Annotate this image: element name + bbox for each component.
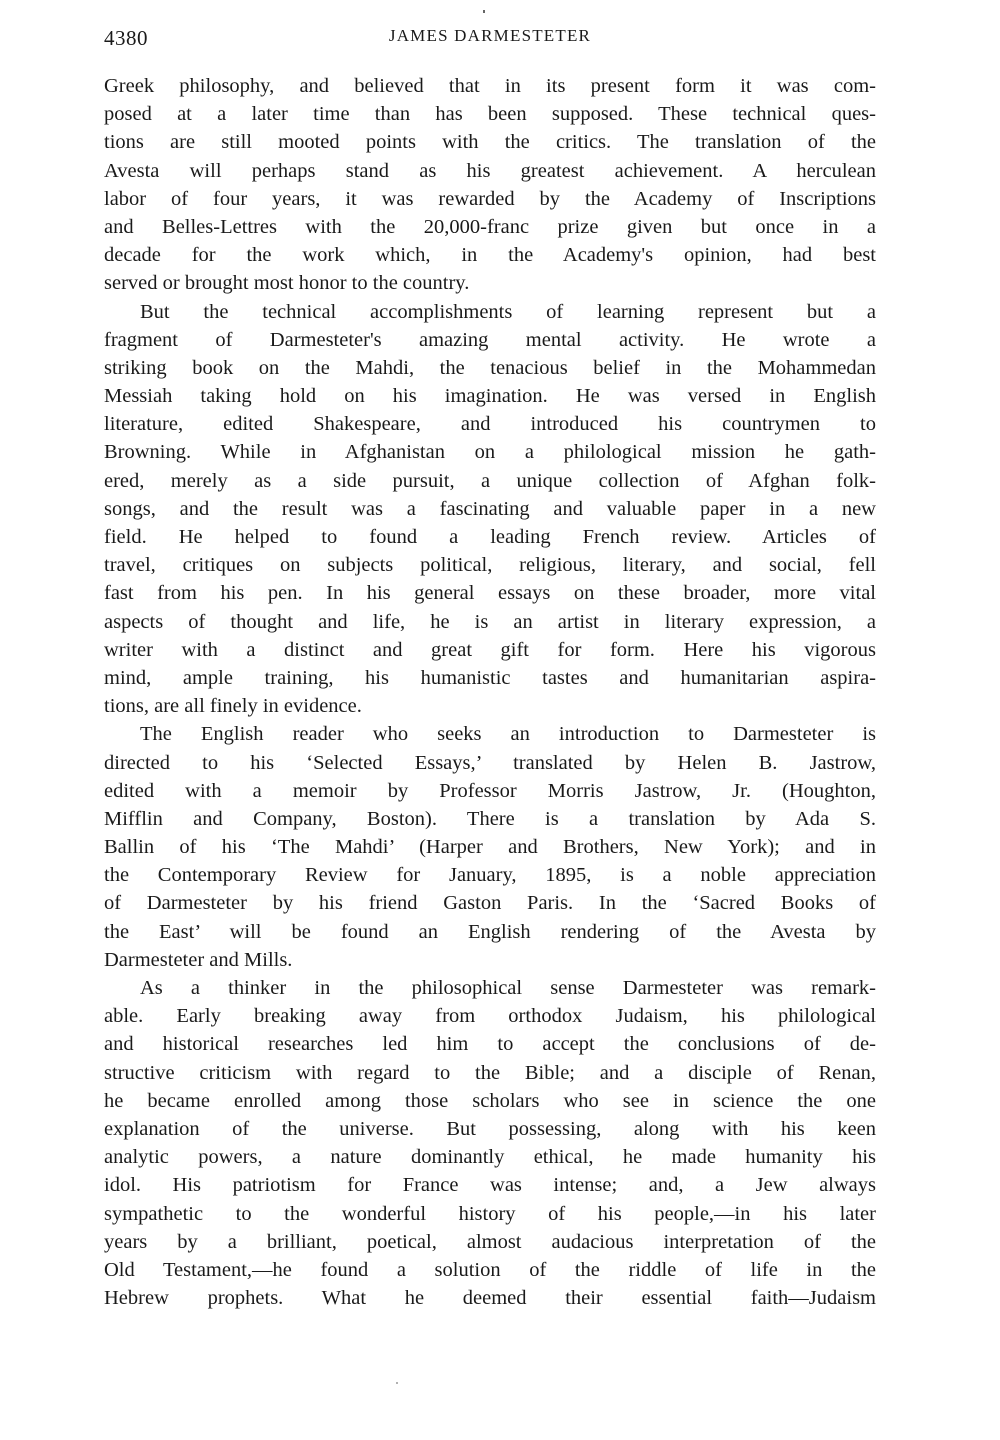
text-line: structive criticism with regard to the Bible; and a disciple of Renan,: [104, 1061, 876, 1084]
text-line: The English reader who seeks an introduction to Darmesteter is: [140, 723, 876, 746]
text-line: Old Testament,—he found a solution of the riddle of life in the: [104, 1258, 876, 1281]
text-line: Mifflin and Company, Boston). There is a translation by Ada S.: [104, 807, 876, 830]
text-line: posed at a later time than has been supposed. These technical ques-: [104, 103, 876, 126]
scan-mark: [396, 1382, 398, 1384]
text-line: writer with a distinct and great gift for form. Here his vigorous: [104, 638, 876, 661]
running-title: JAMES DARMESTETER: [388, 26, 592, 45]
text-line: songs, and the result was a fascinating and valuable paper in a new: [104, 497, 876, 520]
text-line: directed to his ‘Selected Essays,’ translated by Helen B. Jastrow,: [104, 751, 876, 774]
scan-mark: [483, 10, 485, 13]
text-line: ered, merely as a side pursuit, a unique collection of Afghan folk-: [104, 469, 876, 492]
text-line: striking book on the Mahdi, the tenacious belief in the Mohammedan: [104, 356, 876, 379]
page-number: 4380: [104, 26, 148, 50]
paragraph: [104, 720, 876, 974]
text-line: fast from his pen. In his general essays on these broader, more vital: [104, 582, 876, 605]
text-line: travel, critiques on subjects political, religious, literary, and social, fell: [104, 554, 876, 577]
text-line: able. Early breaking away from orthodox Judaism, his philological: [104, 1005, 876, 1028]
text-line: Ballin of his ‘The Mahdi’ (Harper and Brothers, New York); and in: [104, 836, 876, 859]
text-line: labor of four years, it was rewarded by the Academy of Inscriptions: [104, 187, 876, 210]
text-line: field. He helped to found a leading French review. Articles of: [104, 526, 876, 548]
text-line: aspects of thought and life, he is an artist in literary expression, a: [104, 610, 876, 633]
paragraph: [104, 974, 876, 1312]
text-line: Hebrew prophets. What he deemed their essential faith—Judaism: [104, 1287, 876, 1310]
text-line: analytic powers, a nature dominantly ethical, he made humanity his: [104, 1146, 876, 1169]
text-line: he became enrolled among those scholars who see in science the one: [104, 1089, 876, 1112]
paragraph: [104, 298, 876, 721]
text-line: tions, are all finely in evidence.: [104, 695, 362, 718]
text-line: Avesta will perhaps stand as his greatest achievement. A herculean: [104, 159, 876, 182]
paragraph: [104, 72, 876, 298]
text-line: explanation of the universe. But possessing, along with his keen: [104, 1117, 876, 1140]
text-line: years by a brilliant, poetical, almost audacious interpretation of the: [104, 1230, 876, 1253]
text-line: mind, ample training, his humanistic tastes and humanitarian aspira-: [104, 666, 876, 689]
text-line: As a thinker in the philosophical sense Darmesteter was remark-: [140, 977, 876, 999]
text-line: Messiah taking hold on his imagination. He was versed in English: [104, 385, 876, 408]
text-line: But the technical accomplishments of learning represent but a: [140, 300, 876, 323]
text-line: literature, edited Shakespeare, and introduced his countrymen to: [104, 413, 876, 436]
text-line: of Darmesteter by his friend Gaston Paris. In the ‘Sacred Books of: [104, 892, 876, 915]
text-line: the East’ will be found an English rendering of the Avesta by: [104, 920, 876, 943]
text-line: Darmesteter and Mills.: [104, 948, 293, 971]
text-line: Greek philosophy, and believed that in its present form it was com-: [104, 75, 876, 97]
text-line: sympathetic to the wonderful history of his people,—in his later: [104, 1202, 876, 1225]
text-line: edited with a memoir by Professor Morris Jastrow, Jr. (Houghton,: [104, 779, 876, 802]
text-line: fragment of Darmesteter's amazing mental activity. He wrote a: [104, 328, 876, 351]
body-text: [104, 72, 876, 1312]
text-line: tions are still mooted points with the critics. The translation of the: [104, 131, 876, 154]
text-line: decade for the work which, in the Academy's opinion, had best: [104, 244, 876, 267]
text-line: the Contemporary Review for January, 1895, is a noble appreciation: [104, 864, 876, 887]
text-line: and Belles-Lettres with the 20,000-franc prize given but once in a: [104, 215, 876, 238]
text-line: and historical researches led him to accept the conclusions of de-: [104, 1033, 876, 1056]
text-line: Browning. While in Afghanistan on a philological mission he gath-: [104, 441, 876, 464]
page-header: [104, 22, 876, 52]
text-line: served or brought most honor to the country.: [104, 272, 470, 295]
text-line: idol. His patriotism for France was intense; and, a Jew always: [104, 1174, 876, 1197]
